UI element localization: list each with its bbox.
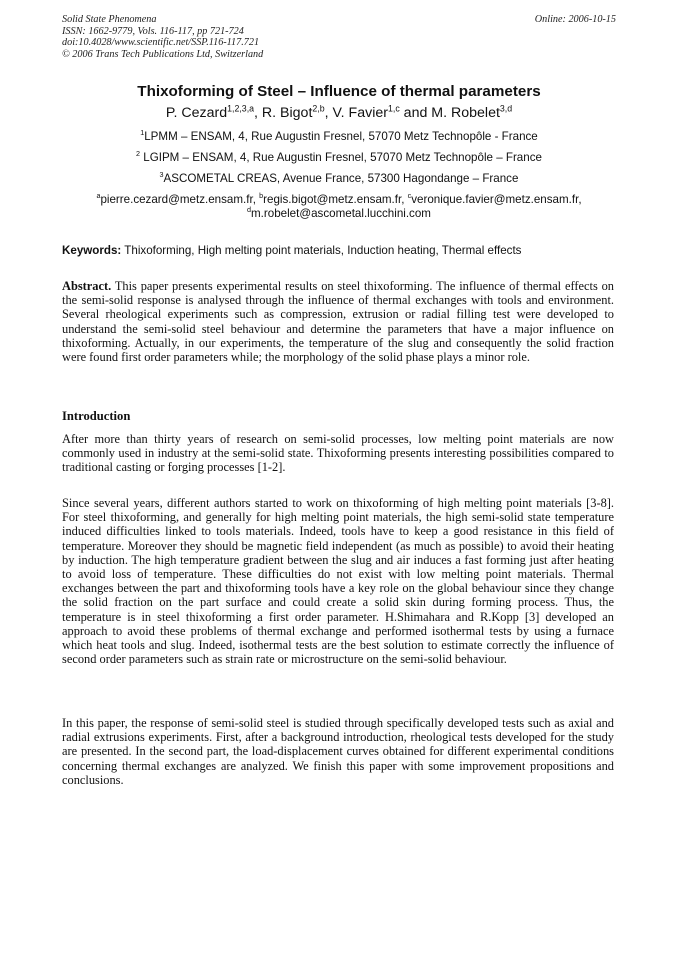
author-name: V. Favier	[332, 105, 388, 121]
affiliation-3	[52, 172, 626, 186]
introduction-paragraph-2: Since several years, different authors started to work on thixoforming of high melting point materials [3-8]. For steel thixoforming, and generally for high melting point materials, the high semi-solid state temperature induced difficulties linked to tools materials. Indeed, tools have to keep a good resistance in this field of temperature. Moreover they should be magnetic field independent (as much as possible) to avoid their heating by induction. The high temperature gradient between the slug and air induces a fast forming just after heating to avoid loss of temperature. These difficulties do not exist with low melting point materials. Thermal exchanges between the part and thixoforming tools have a key role on the global behaviour since they change the solid fraction on the part surface and could create a solid skin during forming process. Thus, the temperature is in steel thixoforming a first order parameter. H.Shimahara and R.Kopp [3] developed an approach to avoid these problems of thermal exchange and performed isothermal tests by using a furnace which heat tools and slug. Indeed, isothermal tests are the best solution to estimate correctly the influence of second order parameters such as strain rate or microstructure on the semi-solid behaviour.	[62, 496, 614, 667]
author-name: R. Bigot	[261, 105, 313, 121]
abstract-text: This paper presents experimental results on steel thixoforming. The influence of thermal effects on the semi-solid response is analysed through the influence of thermal exchanges with tools and environment. Several rheological experiments such as compression, extrusion or radial filling test were developed to understand the semi-solid steel behaviour and determine the parameters that have a major influence on thixoforming. Actually, in our experiments, the temperature of the slug and consequently the solid fraction were found first order parameters while; the morphology of the solid phase plays a minor role.	[62, 279, 614, 365]
affiliation-text: LPMM – ENSAM, 4, Rue Augustin Fresnel, 57070 Metz Technopôle - France	[144, 130, 538, 143]
abstract	[62, 279, 614, 364]
affiliation-superscript: 1	[140, 128, 145, 138]
author-superscript: 3,d	[499, 103, 513, 114]
author-separator: ,	[324, 105, 333, 121]
email-list: $^a$pierre.cezard@metz.ensam.fr, $^b$regis.bigot@metz.ensam.fr, $^c$veronique.favier@metz.ensam.fr, $^d$m.robelet@ascometal.lucchini.com	[96, 191, 582, 220]
author-name: P. Cezard	[165, 105, 228, 121]
keywords-label: Keywords:	[62, 244, 122, 257]
title-block	[52, 82, 626, 221]
email-c: veronique.favier@metz.ensam.fr,	[411, 193, 582, 206]
abstract-label: Abstract.	[62, 279, 112, 293]
author-superscript: 1,2,3,a	[227, 103, 255, 114]
keywords-text: Thixoforming, High melting point materials, Induction heating, Thermal effects	[121, 244, 522, 257]
affiliation-text: ASCOMETAL CREAS, Avenue France, 57300 Hagondange – France	[163, 172, 519, 185]
introduction-heading: Introduction	[62, 409, 131, 423]
author-separator: ,	[254, 105, 262, 121]
issn-line: ISSN: 1662-9779, Vols. 116-117, pp 721-724	[62, 25, 244, 37]
author-superscript: 2,b	[312, 103, 325, 114]
author-list	[52, 104, 626, 123]
author-name: M. Robelet	[431, 105, 500, 121]
introduction-paragraph-3: In this paper, the response of semi-solid steel is studied through specifically developed tests such as axial and radial extrusions experiments. First, after a background introduction, rheological tests developed for the study are presented. In the second part, the load-displacement curves obtained for different experimental conditions concerning thermal exchanges are analyzed. We finish this paper with some improvement propositions and conclusions.	[62, 716, 614, 787]
copyright-line: © 2006 Trans Tech Publications Ltd, Switzerland	[62, 48, 264, 60]
email-a: pierre.cezard@metz.ensam.fr,	[100, 193, 260, 206]
affiliation-2	[52, 151, 626, 165]
author-superscript: 1,c	[387, 103, 400, 114]
affiliation-1	[52, 130, 626, 144]
publication-header	[62, 14, 616, 60]
keywords	[62, 244, 622, 258]
email-b: regis.bigot@metz.ensam.fr,	[263, 193, 408, 206]
email-d: m.robelet@ascometal.lucchini.com	[251, 207, 431, 220]
introduction-paragraph-1: After more than thirty years of research on semi-solid processes, low melting point materials are now commonly used in industry at the semi-solid state. Thixoforming presents interesting possibilities compared to traditional casting or forging processes [1-2].	[62, 432, 614, 475]
paper-title: Thixoforming of Steel – Influence of thermal parameters	[137, 83, 541, 100]
affiliation-superscript: 2	[136, 149, 141, 159]
affiliation-superscript: 3	[159, 170, 164, 180]
doi-line: doi:10.4028/www.scientific.net/SSP.116-117.721	[62, 37, 260, 49]
author-separator: and	[399, 105, 432, 121]
online-date: Online: 2006-10-15	[534, 14, 616, 25]
affiliation-text: LGIPM – ENSAM, 4, Rue Augustin Fresnel, 57070 Metz Technopôle – France	[140, 151, 542, 164]
journal-name: Solid State Phenomena	[62, 14, 157, 25]
